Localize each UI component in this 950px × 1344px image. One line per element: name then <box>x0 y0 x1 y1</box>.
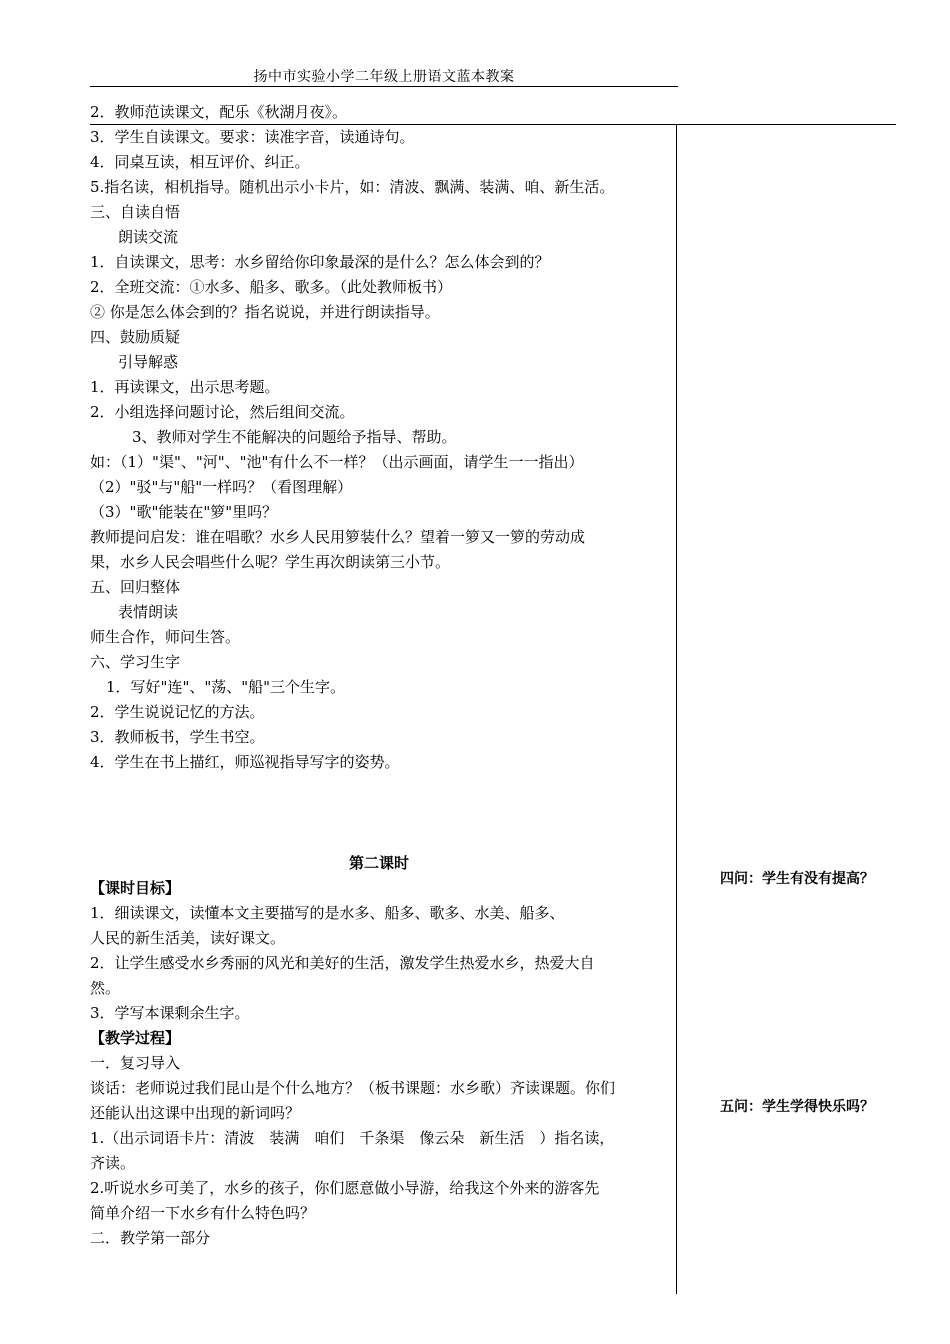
header-rule <box>90 86 678 87</box>
lesson-plan-body <box>90 100 668 1251</box>
text-line: 2．全班交流：①水多、船多、歌多。（此处教师板书） <box>90 278 453 296</box>
text-line: 2.听说水乡可美了，水乡的孩子，你们愿意做小导游，给我这个外来的游客先 <box>90 1179 600 1197</box>
text-line: 3．学写本课剩余生字。 <box>90 1004 250 1022</box>
text-line: 师生合作，师问生答。 <box>90 628 241 646</box>
text-line: 齐读。 <box>90 1154 136 1172</box>
objectives-heading: 【课时目标】 <box>90 879 181 897</box>
text-line: 1.（出示词语卡片：清波 装满 咱们 千条渠 像云朵 新生活 ）指名读， <box>90 1129 615 1147</box>
text-line: 果，水乡人民会唱些什么呢？学生再次朗读第三小节。 <box>90 553 451 571</box>
text-line: 谈话：老师说过我们昆山是个什么地方？（板书课题：水乡歌）齐读课题。你们 <box>90 1079 616 1097</box>
subheading: 朗读交流 <box>118 228 179 246</box>
text-line: 3、教师对学生不能解决的问题给予指导、帮助。 <box>132 428 457 446</box>
text-line: 1．细读课文，读懂本文主要描写的是水多、船多、歌多、水美、船多、 <box>90 904 565 922</box>
text-line: 如：（1）"渠"、"河"、"池"有什么不一样？（出示画面，请学生一一指出） <box>90 453 584 471</box>
text-line: ② 你是怎么体会到的？指名说说，并进行朗读指导。 <box>90 303 440 321</box>
section-heading: 四、鼓励质疑 <box>90 328 181 346</box>
side-note-q4: 四问：学生有没有提高？ <box>720 871 874 887</box>
section-heading: 三、自读自悟 <box>90 203 181 221</box>
text-line: 简单介绍一下水乡有什么特色吗？ <box>90 1204 316 1222</box>
text-line: 4．学生在书上描红，师巡视指导写字的姿势。 <box>90 753 400 771</box>
text-line: 1．写好"连"、"荡、"船"三个生字。 <box>106 678 346 696</box>
column-divider <box>676 124 677 1294</box>
side-note-q5: 五问：学生学得快乐吗？ <box>720 1099 874 1115</box>
text-line: 教师提问启发：谁在唱歌？水乡人民用箩装什么？望着一箩又一箩的劳动成 <box>90 528 586 546</box>
text-line: 2．教师范读课文，配乐《秋湖月夜》。 <box>90 103 348 121</box>
section-heading: 五、回归整体 <box>90 578 181 596</box>
section-heading: 一．复习导入 <box>90 1054 181 1072</box>
text-line: 4．同桌互读，相互评价、纠正。 <box>90 153 310 171</box>
text-line: 2．让学生感受水乡秀丽的风光和美好的生活，激发学生热爱水乡，热爱大自 <box>90 954 595 972</box>
page-header-title: 扬中市实验小学二年级上册语文蓝本教案 <box>253 69 515 85</box>
subheading: 表情朗读 <box>118 603 179 621</box>
text-line: 3．教师板书，学生书空。 <box>90 728 265 746</box>
text-line: 2．学生说说记忆的方法。 <box>90 703 265 721</box>
text-line: 1．自读课文，思考：水乡留给你印象最深的是什么？怎么体会到的？ <box>90 253 550 271</box>
section-heading: 六、学习生字 <box>90 653 181 671</box>
text-line: 然。 <box>90 979 121 997</box>
text-line: （3）"歌"能装在"箩"里吗？ <box>90 503 278 521</box>
text-line: 还能认出这课中出现的新词吗？ <box>90 1104 301 1122</box>
text-line: 1．再读课文，出示思考题。 <box>90 378 280 396</box>
text-line: 人民的新生活美，读好课文。 <box>90 929 286 947</box>
text-line: 3．学生自读课文。要求：读准字音，读通诗句。 <box>90 128 415 146</box>
subheading: 引导解惑 <box>118 353 179 371</box>
text-line: 2．小组选择问题讨论，然后组间交流。 <box>90 403 355 421</box>
spacer <box>90 775 668 851</box>
section-heading: 二．教学第一部分 <box>90 1229 211 1247</box>
process-heading: 【教学过程】 <box>90 1029 181 1047</box>
text-line: 5.指名读，相机指导。随机出示小卡片，如：清波、飘满、装满、咱、新生活。 <box>90 178 615 196</box>
lesson-two-title: 第二课时 <box>348 854 409 872</box>
text-line: （2）"驳"与"船"一样吗？（看图理解） <box>90 478 353 496</box>
